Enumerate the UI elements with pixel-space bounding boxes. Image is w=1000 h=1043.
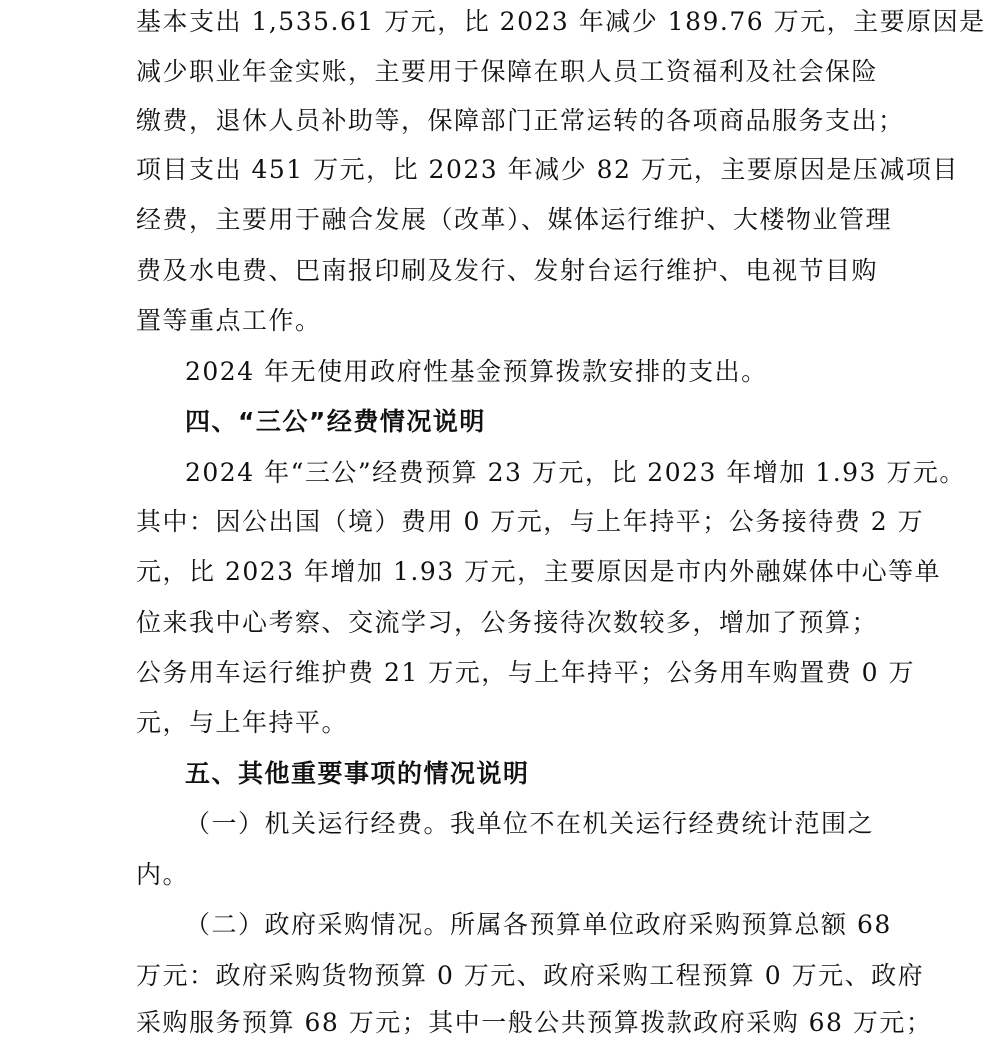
paragraph-line: 经费，主要用于融合发展（改革）、媒体运行维护、大楼物业管理 [136,205,893,234]
paragraph-line: 其中：因公出国（境）费用 0 万元，与上年持平；公务接待费 2 万 [136,507,925,536]
paragraph-line: 2024 年无使用政府性基金预算拨款安排的支出。 [185,357,768,386]
paragraph-line: 项目支出 451 万元，比 2023 年减少 82 万元，主要原因是压减项目 [136,155,959,184]
paragraph-line: （一）机关运行经费。我单位不在机关运行经费统计范围之 [185,809,875,838]
paragraph-line: （二）政府采购情况。所属各预算单位政府采购预算总额 68 [185,910,892,939]
paragraph-line: 置等重点工作。 [136,306,322,335]
section-heading: 五、其他重要事项的情况说明 [185,759,530,788]
paragraph-line: 万元：政府采购货物预算 0 万元、政府采购工程预算 0 万元、政府 [136,961,925,990]
paragraph-line: 基本支出 1,535.61 万元，比 2023 年减少 189.76 万元，主要原因是 [136,7,986,36]
paragraph-line: 费及水电费、巴南报印刷及发行、发射台运行维护、电视节目购 [136,256,879,285]
paragraph-line: 元，比 2023 年增加 1.93 万元，主要原因是市内外融媒体中心等单 [136,557,942,586]
section-heading: 四、“三公”经费情况说明 [185,407,486,436]
paragraph-line: 内。 [136,860,190,889]
paragraph-line: 采购服务预算 68 万元；其中一般公共预算拨款政府采购 68 万元； [136,1008,933,1037]
paragraph-line: 减少职业年金实账，主要用于保障在职人员工资福利及社会保险 [136,57,879,86]
paragraph-line: 2024 年“三公”经费预算 23 万元，比 2023 年增加 1.93 万元。 [185,458,966,487]
paragraph-line: 元，与上年持平。 [136,708,349,737]
paragraph-line: 公务用车运行维护费 21 万元，与上年持平；公务用车购置费 0 万 [136,658,916,687]
paragraph-line: 位来我中心考察、交流学习，公务接待次数较多，增加了预算； [136,608,879,637]
paragraph-line: 缴费，退休人员补助等，保障部门正常运转的各项商品服务支出； [136,106,905,135]
